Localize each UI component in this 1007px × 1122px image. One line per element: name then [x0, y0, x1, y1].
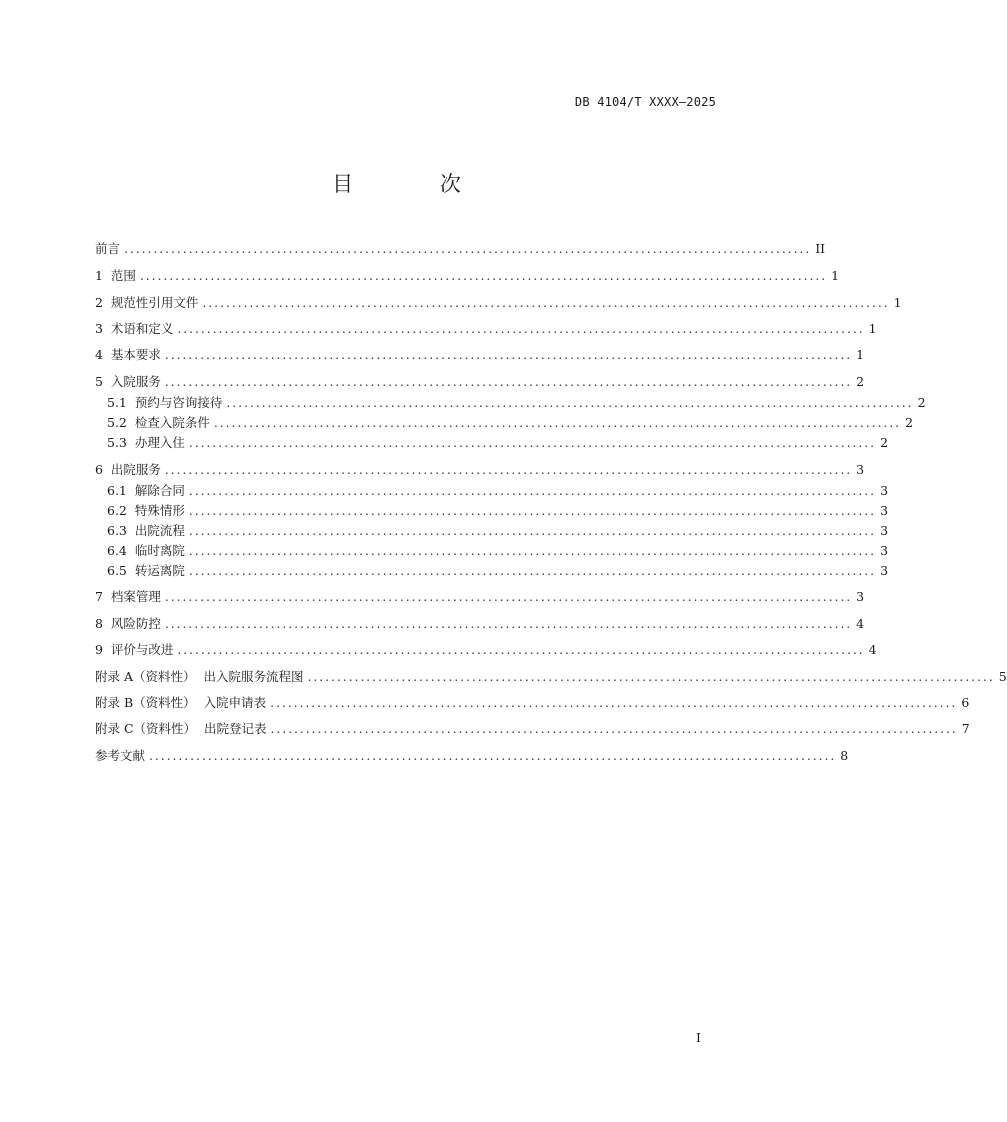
page-number: I — [696, 1030, 701, 1045]
toc-leader-dots: ..................................................................................................................... — [188, 523, 877, 538]
toc-entry-title: 5 入院服务 — [95, 374, 161, 389]
toc-entry-title: 2 规范性引用文件 — [95, 295, 199, 310]
toc-entry-title: 7 档案管理 — [95, 589, 161, 604]
toc-entry-title: 6.5 转运离院 — [107, 563, 185, 578]
toc-entry-title: 6.4 临时离院 — [107, 543, 185, 558]
toc-entry-risk-control[interactable] — [95, 615, 865, 633]
toc-leader-dots: ..................................................................................................................... — [164, 347, 853, 362]
toc-entry-special-cases[interactable] — [107, 502, 889, 520]
toc-entry-page: 7 — [961, 721, 970, 736]
toc-entry-page: II — [815, 241, 826, 256]
toc-entry-page: 3 — [880, 563, 889, 578]
toc-entry-title: 8 风险防控 — [95, 616, 161, 631]
toc-entry-appointment[interactable] — [107, 394, 926, 412]
toc-entry-terms[interactable] — [95, 320, 877, 338]
toc-entry-title: 5.1 预约与咨询接待 — [107, 395, 223, 410]
toc-entry-page: 1 — [856, 347, 865, 362]
toc-leader-dots: ..................................................................................................................... — [188, 483, 877, 498]
toc-entry-page: 2 — [905, 415, 914, 430]
toc-leader-dots: ..................................................................................................................... — [177, 642, 865, 657]
toc-entry-page: 3 — [856, 462, 865, 477]
toc-entry-title: 附录 B（资料性） 入院申请表 — [95, 695, 267, 710]
toc-entry-transfer-leave[interactable] — [107, 562, 889, 580]
toc-entry-page: 2 — [856, 374, 865, 389]
toc-leader-dots: ..................................................................................................................... — [124, 241, 812, 256]
toc-entry-records[interactable] — [95, 588, 865, 606]
toc-entry-title: 前言 — [95, 241, 121, 256]
toc-entry-page: 6 — [961, 695, 970, 710]
toc-leader-dots: ..................................................................................................................... — [164, 374, 853, 389]
toc-entry-title: 6.1 解除合同 — [107, 483, 185, 498]
toc-entry-title: 5.3 办理入住 — [107, 435, 185, 450]
toc-leader-dots: ..................................................................................................................... — [213, 415, 902, 430]
toc-entry-check-conditions[interactable] — [107, 414, 914, 432]
toc-leader-dots: ..................................................................................................................... — [164, 462, 853, 477]
toc-leader-dots: ..................................................................................................................... — [226, 395, 914, 410]
toc-entry-page: 4 — [856, 616, 865, 631]
toc-leader-dots: ..................................................................................................................... — [202, 295, 890, 310]
toc-leader-dots: ..................................................................................................................... — [188, 563, 877, 578]
toc-entry-scope[interactable] — [95, 267, 840, 285]
page-title: 目 次 — [332, 172, 501, 196]
toc-entry-title: 6.3 出院流程 — [107, 523, 185, 538]
toc-entry-check-in[interactable] — [107, 434, 889, 452]
toc-entry-foreword[interactable] — [95, 240, 826, 258]
toc-entry-appendix-b[interactable] — [95, 694, 970, 712]
toc-entry-page: 2 — [917, 395, 926, 410]
toc-entry-appendix-c[interactable] — [95, 720, 970, 738]
toc-leader-dots: ..................................................................................................................... — [149, 748, 837, 763]
toc-entry-page: 3 — [880, 503, 889, 518]
toc-leader-dots: ..................................................................................................................... — [270, 721, 958, 736]
toc-leader-dots: ..................................................................................................................... — [188, 543, 877, 558]
toc-entry-title: 参考文献 — [95, 748, 146, 763]
toc-entry-title: 附录 A（资料性） 出入院服务流程图 — [95, 669, 304, 684]
toc-entry-bibliography[interactable] — [95, 747, 849, 765]
toc-entry-page: 3 — [880, 543, 889, 558]
document-code: DB 4104/T XXXX—2025 — [574, 95, 716, 109]
toc-entry-evaluation[interactable] — [95, 641, 877, 659]
toc-entry-title: 附录 C（资料性） 出院登记表 — [95, 721, 267, 736]
toc-entry-page: 1 — [868, 321, 877, 336]
toc-entry-discharge-service[interactable] — [95, 461, 865, 479]
toc-entry-temporary-leave[interactable] — [107, 542, 889, 560]
toc-entry-title: 9 评价与改进 — [95, 642, 174, 657]
toc-entry-page: 2 — [880, 435, 889, 450]
toc-entry-title: 6.2 特殊情形 — [107, 503, 185, 518]
toc-entry-title: 6 出院服务 — [95, 462, 161, 477]
toc-leader-dots: ..................................................................................................................... — [188, 503, 877, 518]
toc-entry-discharge-process[interactable] — [107, 522, 889, 540]
toc-leader-dots: ..................................................................................................................... — [270, 695, 958, 710]
toc-entry-page: 5 — [998, 669, 1007, 684]
toc-entry-page: 3 — [856, 589, 865, 604]
toc-entry-page: 4 — [868, 642, 877, 657]
toc-entry-title: 1 范围 — [95, 268, 136, 283]
toc-entry-admission-service[interactable] — [95, 373, 865, 391]
toc-leader-dots: ..................................................................................................................... — [139, 268, 828, 283]
toc-entry-page: 1 — [831, 268, 840, 283]
toc-leader-dots: ..................................................................................................................... — [307, 669, 995, 684]
toc-entry-title: 5.2 检查入院条件 — [107, 415, 210, 430]
toc-entry-terminate-contract[interactable] — [107, 482, 889, 500]
toc-entry-title: 3 术语和定义 — [95, 321, 174, 336]
toc-leader-dots: ..................................................................................................................... — [164, 589, 853, 604]
toc-entry-page: 8 — [840, 748, 849, 763]
toc-entry-basic-requirements[interactable] — [95, 346, 865, 364]
toc-entry-appendix-a[interactable] — [95, 668, 1007, 686]
toc-entry-page: 3 — [880, 483, 889, 498]
toc-entry-page: 1 — [893, 295, 902, 310]
toc-leader-dots: ..................................................................................................................... — [164, 616, 853, 631]
toc-leader-dots: ..................................................................................................................... — [177, 321, 865, 336]
toc-entry-normative-references[interactable] — [95, 294, 902, 312]
toc-entry-title: 4 基本要求 — [95, 347, 161, 362]
toc-leader-dots: ..................................................................................................................... — [188, 435, 877, 450]
toc-entry-page: 3 — [880, 523, 889, 538]
